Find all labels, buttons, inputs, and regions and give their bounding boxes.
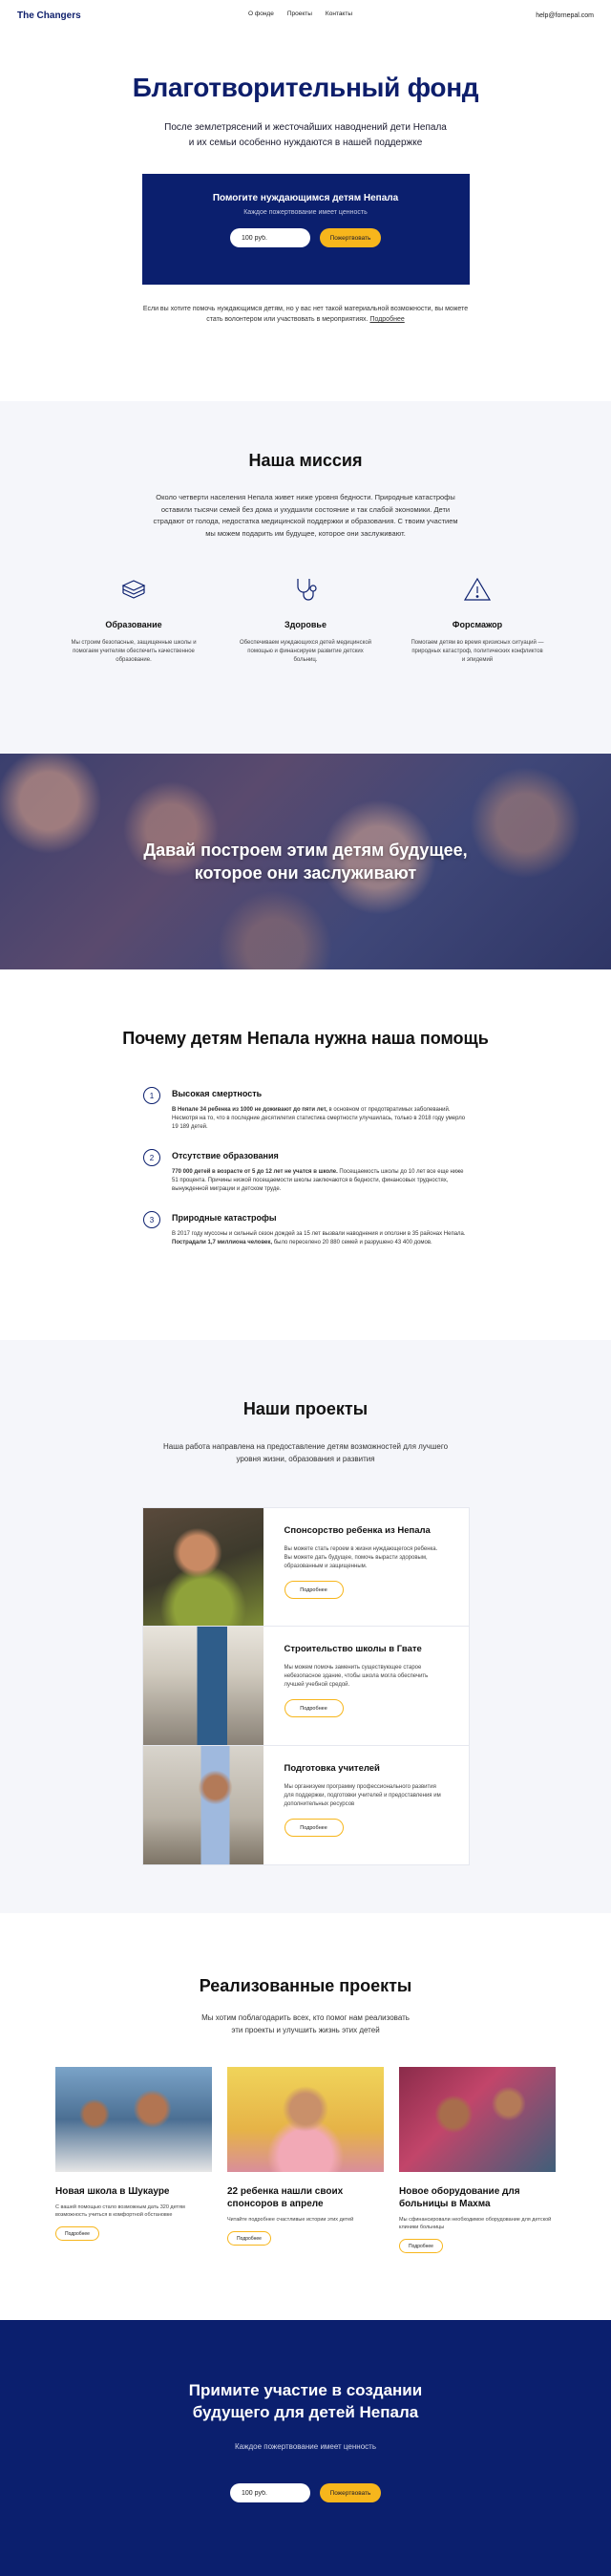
card-more-button[interactable]: Подробнее: [227, 2231, 271, 2246]
reason-highlight: Пострадали 1,7 миллиона человек,: [172, 1240, 273, 1245]
reason-item: [143, 1213, 468, 1247]
card-text: Мы сфинансировали необходимое оборудование для детской клиники больницы: [399, 2217, 552, 2230]
donate-button[interactable]: Пожертвовать: [320, 228, 381, 247]
warning-icon: [411, 576, 544, 603]
reason-highlight: В Непале 34 ребенка из 1000 не доживают до пяти лет,: [172, 1107, 327, 1113]
feature-health: [239, 576, 372, 665]
realized-section: [0, 1913, 611, 2320]
nav-link-contacts[interactable]: Контакты: [325, 11, 352, 17]
why-title: Почему детям Непала нужна наша помощь: [122, 1029, 489, 1048]
hero-subtitle: После землетрясений и жесточайших наводнений дети Непала и их семьи особенно нуждаются в нашей поддержке: [164, 122, 447, 148]
reason-text: [172, 1106, 468, 1132]
donate-title: Помогите нуждающимся детям Непала: [212, 193, 399, 203]
project-title: Спонсорство ребенка из Непала: [284, 1525, 431, 1536]
donate-form: [142, 228, 470, 247]
reason-number: 2: [143, 1149, 160, 1166]
card-photo-school: [55, 2067, 212, 2172]
card-title: Новая школа в Шукауре: [55, 2186, 170, 2197]
reason-title: Отсутствие образования: [172, 1151, 279, 1160]
reason-number: 1: [143, 1087, 160, 1104]
stethoscope-icon: [239, 576, 372, 603]
card-photo-girl: [227, 2067, 384, 2172]
reason-intro: В 2017 году муссоны и сильный сезон дождей за 15 лет вызвали наводнения и оползни в 35 районах Непала.: [172, 1231, 466, 1237]
books-icon: [67, 576, 200, 603]
card-title: Новое оборудование для больницы в Махма: [399, 2186, 520, 2209]
project-more-button[interactable]: Подробнее: [284, 1699, 344, 1717]
nav-link-projects[interactable]: Проекты: [286, 11, 312, 17]
feature-text: Помогаем детям во время кризисных ситуаций — природных катастроф, политических конфликтов и эпидемий: [411, 640, 544, 663]
children-photo-banner: [0, 754, 611, 969]
mission-text: Около четверти населения Непала живет ниже уровня бедности. Природные катастрофы оставили тысячи семей без дома и ухудшили состояние и так слабой экономики. Дети страдают от голода, недостатка медицинской поддержки и образования. С твоим участием мы можем подарить им будущее, которое они заслуживают.: [153, 493, 458, 538]
feature-text: Мы строим безопасные, защищенные школы и помогаем учителям обеспечить качественное образование.: [71, 640, 197, 663]
feature-title: Образование: [105, 620, 162, 629]
feature-title: Здоровье: [284, 620, 327, 629]
project-list: [142, 1507, 470, 1865]
card-title: 22 ребенка нашли своих спонсоров в апреле: [227, 2186, 344, 2209]
projects-title: Наши проекты: [242, 1399, 369, 1418]
features: [0, 576, 611, 665]
feature-title: Форсмажор: [452, 620, 503, 629]
reason-item: [143, 1151, 468, 1194]
mission-title: Наша миссия: [248, 451, 363, 470]
donate-box: [142, 174, 470, 285]
why-section: [0, 969, 611, 1340]
projects-subtitle: Наша работа направлена на предоставление детям возможностей для лучшего уровня жизни, образования и развития: [162, 1442, 449, 1463]
nav-link-about[interactable]: О фонде: [248, 11, 274, 17]
cta-donate-form: [0, 2483, 611, 2502]
reason-item: [143, 1089, 468, 1132]
donate-subtitle: Каждое пожертвование имеет ценность: [243, 209, 368, 216]
project-more-button[interactable]: Подробнее: [284, 1581, 344, 1599]
cta-donation-amount-input[interactable]: [230, 2483, 310, 2502]
cta-title-line1: Примите участие в создании: [188, 2381, 423, 2399]
card-text: Читайте подробнее счастливые истории этих детей: [227, 2217, 354, 2223]
cta-title: [0, 2379, 611, 2423]
page-title: Благотворительный фонд: [132, 73, 479, 102]
cta-subtitle: Каждое пожертвование имеет ценность: [234, 2442, 376, 2451]
project-title: Строительство школы в Гвате: [284, 1644, 422, 1654]
reason-number: 3: [143, 1211, 160, 1228]
reason-title: Природные катастрофы: [172, 1213, 277, 1223]
project-photo-teacher: [143, 1746, 263, 1864]
cta-section: [0, 2320, 611, 2576]
reason-body: в основном от предотвратимых заболеваний. Несмотря на то, что в последние десятилетия статистика смертности улучшилась, только в 2018 году умерло 19 189 детей.: [172, 1107, 466, 1130]
nav-links: [248, 11, 352, 17]
realized-title: Реализованные проекты: [199, 1976, 412, 1995]
card-text: С вашей помощью стало возможным дать 320 детям возможность учиться в комфортной обстановке: [55, 2204, 185, 2218]
project-card: [142, 1507, 470, 1627]
project-photo-school: [143, 1627, 263, 1745]
project-card: [142, 1627, 470, 1746]
reason-text: [172, 1230, 468, 1247]
cta-donate-button[interactable]: Пожертвовать: [320, 2483, 381, 2502]
banner-title-line2: которое они заслуживают: [194, 863, 417, 883]
project-text: Мы можем помочь заменить существующее старое небезопасное здание, чтобы школа могла обеспечить лучшей учебной средой.: [284, 1665, 429, 1688]
realized-cards: [0, 2067, 611, 2253]
logo[interactable]: The Changers: [17, 10, 81, 21]
card-more-button[interactable]: Подробнее: [55, 2226, 99, 2241]
card-photo-hospital: [399, 2067, 556, 2172]
banner-title: [143, 839, 467, 884]
volunteer-more-link[interactable]: Подробнее: [369, 316, 405, 323]
reason-text: [172, 1168, 468, 1194]
realized-card: [227, 2067, 384, 2253]
reason-body: было переселено 20 880 семей и разрушено 43 400 домов.: [272, 1240, 432, 1245]
top-nav: [0, 0, 611, 31]
mission-section: [0, 401, 611, 754]
feature-text: Обеспечиваем нуждающихся детей медицинской помощью и финансируем развитие детских больниц.: [239, 640, 372, 663]
cta-title-line2: будущего для детей Непала: [192, 2403, 419, 2421]
donation-amount-input[interactable]: [230, 228, 310, 247]
hero-section: [0, 31, 611, 401]
projects-section: [0, 1340, 611, 1913]
project-photo-child: [143, 1508, 263, 1626]
reason-highlight: 770 000 детей в возрасте от 5 до 12 лет не учатся в школе.: [172, 1169, 338, 1175]
card-more-button[interactable]: Подробнее: [399, 2239, 443, 2253]
reason-body: Посещаемость школы до 10 лет все еще ниже 51 процента. Причины низкой посещаемости школы заключаются в бедности, финансовых трудностях, вынужденной миграции и детском труде.: [172, 1169, 464, 1192]
feature-force-majeure: [411, 576, 544, 665]
project-text: Мы организуем программу профессионального развития для поддержки, подготовки учителей и предоставления им дополнительных ресурсов: [284, 1784, 441, 1807]
volunteer-note-text: Если вы хотите помочь нуждающимся детям, но у вас нет такой материальной возможности, вы можете стать волонтером или участвовать в мероприятиях.: [142, 306, 469, 323]
reason-title: Высокая смертность: [172, 1089, 263, 1098]
realized-card: [55, 2067, 212, 2253]
feature-education: [67, 576, 200, 665]
volunteer-note: [138, 304, 473, 325]
banner-title-line1: Давай построем этим детям будущее,: [143, 841, 468, 860]
project-card: [142, 1746, 470, 1865]
reasons-list: [143, 1089, 468, 1247]
project-title: Подготовка учителей: [284, 1763, 380, 1774]
contact-email[interactable]: help@fornepal.com: [536, 11, 594, 19]
realized-card: [399, 2067, 556, 2253]
realized-subtitle: Мы хотим поблагодарить всех, кто помог нам реализовать эти проекты и улучшить жизнь этих детей: [201, 2013, 410, 2034]
project-text: Вы можете стать героем в жизни нуждающегося ребенка. Вы можете дать будущее, помочь вырасти здоровым, образованным и защищенным.: [284, 1546, 438, 1569]
project-more-button[interactable]: Подробнее: [284, 1819, 344, 1837]
